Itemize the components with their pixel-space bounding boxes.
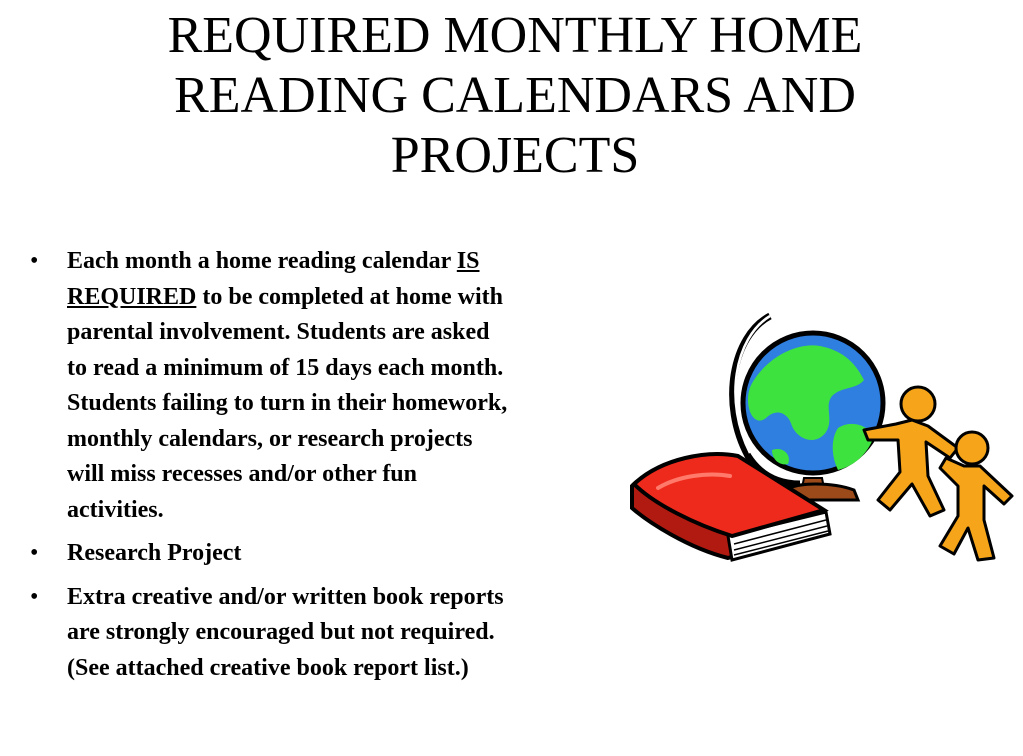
bullet-marker: • [30,248,39,274]
bullet-item-home-reading [30,244,630,528]
bullet-text: to be completed at home with [196,283,503,310]
bullet-line: (See attached creative book report list.) [67,654,469,681]
bullet-line: are strongly encouraged but not required. [67,619,495,645]
bullet-item-research-project [30,536,630,572]
emphasis-text: IS [456,248,480,274]
reading-clipart [628,308,1023,570]
bullet-marker: • [30,540,39,566]
bullet-marker: • [30,583,39,610]
title-line: REQUIRED MONTHLY HOME [167,7,863,64]
emphasis-text: REQUIRED [67,283,197,310]
bullet-text: Each month a home reading calendar [67,248,457,274]
bullet-line: to read a minimum of 15 days each month. [67,354,504,381]
title-line: PROJECTS [390,127,640,184]
bullet-line: Students failing to turn in their homework, [67,390,508,416]
bullet-line [67,280,630,316]
bullet-item-book-reports [30,580,630,687]
bullet-line: will miss recesses and/or other fun [67,461,418,487]
bullet-line: monthly calendars, or research projects [67,425,473,452]
title-line: READING CALENDARS AND [174,67,856,124]
bullet-line: parental involvement. Students are asked [67,319,490,345]
children-icon [864,387,1012,560]
bullet-line [67,244,630,280]
bullet-line: activities. [67,496,164,523]
bullet-line: Extra creative and/or written book reports [67,583,504,610]
slide-title [40,6,990,186]
bullet-line: Research Project [67,540,242,566]
bullet-list [30,244,630,694]
